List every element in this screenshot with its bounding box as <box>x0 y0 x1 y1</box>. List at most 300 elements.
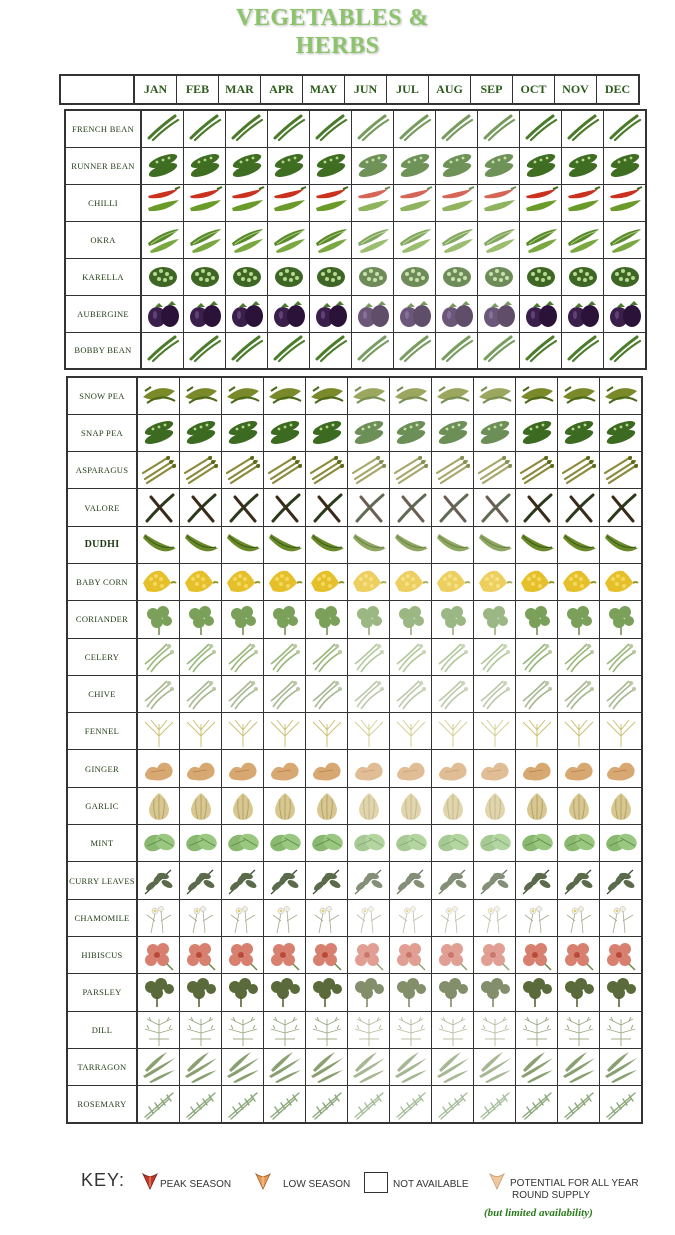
cell-mint-nov <box>558 825 600 862</box>
runner-bean-icon <box>271 149 307 183</box>
rosemary-icon <box>603 1087 639 1121</box>
chive-icon <box>477 677 513 711</box>
cell-parsley-oct <box>516 974 558 1011</box>
cell-fennel-sep <box>474 713 516 750</box>
valore-icon <box>141 491 177 525</box>
cell-curry-leaves-nov <box>558 862 600 899</box>
cell-dill-feb <box>180 1011 222 1048</box>
karella-icon <box>607 260 643 294</box>
baby-corn-icon <box>309 565 345 599</box>
cell-okra-mar <box>226 221 268 258</box>
bobby-bean-icon <box>481 333 517 367</box>
cell-snow-pea-jan <box>137 377 180 414</box>
french-bean-icon <box>607 112 643 146</box>
cell-celery-jun <box>348 638 390 675</box>
row-label-aubergine: AUBERGINE <box>65 295 141 332</box>
coriander-icon <box>519 602 555 636</box>
cell-runner-bean-aug <box>436 147 478 184</box>
row-label-mint: MINT <box>67 825 137 862</box>
grid-row-bobby-bean <box>65 332 646 369</box>
ginger-icon <box>225 752 261 786</box>
cell-okra-feb <box>184 221 226 258</box>
cell-baby-corn-nov <box>558 563 600 600</box>
fennel-icon <box>435 714 471 748</box>
french-bean-icon <box>145 112 181 146</box>
mint-icon <box>603 826 639 860</box>
potential-supply-icon <box>487 1171 507 1196</box>
hibiscus-icon <box>309 938 345 972</box>
cell-parsley-jun <box>348 974 390 1011</box>
parsley-icon <box>141 975 177 1009</box>
french-bean-icon <box>565 112 601 146</box>
snow-pea-icon <box>561 379 597 413</box>
hibiscus-icon <box>393 938 429 972</box>
asparagus-icon <box>351 453 387 487</box>
cell-tarragon-nov <box>558 1048 600 1085</box>
cell-french-bean-aug <box>436 110 478 147</box>
valore-icon <box>519 491 555 525</box>
chamomile-icon <box>477 901 513 935</box>
karella-icon <box>355 260 391 294</box>
runner-bean-icon <box>355 149 391 183</box>
garlic-icon <box>561 789 597 823</box>
cell-asparagus-feb <box>180 452 222 489</box>
cell-parsley-feb <box>180 974 222 1011</box>
celery-icon <box>603 640 639 674</box>
valore-icon <box>225 491 261 525</box>
cell-garlic-dec <box>600 787 643 824</box>
cell-parsley-nov <box>558 974 600 1011</box>
garlic-icon <box>267 789 303 823</box>
snap-pea-icon <box>477 416 513 450</box>
cell-aubergine-may <box>310 295 352 332</box>
cell-celery-may <box>306 638 348 675</box>
okra-icon <box>397 223 433 257</box>
cell-garlic-feb <box>180 787 222 824</box>
fennel-icon <box>561 714 597 748</box>
cell-chive-feb <box>180 675 222 712</box>
cell-snow-pea-dec <box>600 377 643 414</box>
snow-pea-icon <box>519 379 555 413</box>
month-header-sep: SEP <box>471 75 513 104</box>
celery-icon <box>393 640 429 674</box>
grid-row-coriander <box>67 601 642 638</box>
cell-karella-jan <box>141 258 184 295</box>
cell-asparagus-aug <box>432 452 474 489</box>
tarragon-icon <box>435 1050 471 1084</box>
cell-celery-dec <box>600 638 643 675</box>
month-header-may: MAY <box>303 75 345 104</box>
cell-celery-feb <box>180 638 222 675</box>
chamomile-icon <box>561 901 597 935</box>
chive-icon <box>561 677 597 711</box>
cell-rosemary-aug <box>432 1086 474 1123</box>
karella-icon <box>439 260 475 294</box>
curry-leaves-icon <box>561 864 597 898</box>
grid-row-valore <box>67 489 642 526</box>
row-label-snap-pea: SNAP PEA <box>67 414 137 451</box>
cell-mint-jan <box>137 825 180 862</box>
cell-celery-mar <box>222 638 264 675</box>
cell-karella-dec <box>604 258 647 295</box>
potential-supply-label-2: ROUND SUPPLY <box>512 1190 591 1201</box>
hibiscus-icon <box>141 938 177 972</box>
dudhi-icon <box>561 528 597 562</box>
cell-chilli-may <box>310 184 352 221</box>
cell-asparagus-sep <box>474 452 516 489</box>
cell-karella-mar <box>226 258 268 295</box>
low-season-label: LOW SEASON <box>283 1179 351 1190</box>
karella-icon <box>187 260 223 294</box>
cell-fennel-jan <box>137 713 180 750</box>
limited-availability-note: (but limited availability) <box>484 1207 593 1219</box>
cell-ginger-feb <box>180 750 222 787</box>
grid-row-garlic <box>67 787 642 824</box>
cell-valore-sep <box>474 489 516 526</box>
cell-coriander-feb <box>180 601 222 638</box>
chilli-icon <box>229 186 265 220</box>
dudhi-icon <box>435 528 471 562</box>
cell-snow-pea-nov <box>558 377 600 414</box>
cell-karella-may <box>310 258 352 295</box>
dudhi-icon <box>477 528 513 562</box>
okra-icon <box>355 223 391 257</box>
bobby-bean-icon <box>565 333 601 367</box>
fennel-icon <box>603 714 639 748</box>
dill-icon <box>267 1013 303 1047</box>
row-label-karella: KARELLA <box>65 258 141 295</box>
cell-dill-mar <box>222 1011 264 1048</box>
row-label-celery: CELERY <box>67 638 137 675</box>
cell-chive-mar <box>222 675 264 712</box>
cell-dudhi-aug <box>432 526 474 563</box>
rosemary-icon <box>141 1087 177 1121</box>
cell-ginger-jun <box>348 750 390 787</box>
cell-valore-jun <box>348 489 390 526</box>
cell-chive-nov <box>558 675 600 712</box>
french-bean-icon <box>523 112 559 146</box>
cell-ginger-oct <box>516 750 558 787</box>
celery-icon <box>225 640 261 674</box>
grid-row-fennel <box>67 713 642 750</box>
cell-baby-corn-dec <box>600 563 643 600</box>
snap-pea-icon <box>225 416 261 450</box>
cell-mint-may <box>306 825 348 862</box>
coriander-icon <box>603 602 639 636</box>
cell-snap-pea-apr <box>264 414 306 451</box>
cell-dill-dec <box>600 1011 643 1048</box>
aubergine-icon <box>523 297 559 331</box>
chamomile-icon <box>309 901 345 935</box>
cell-curry-leaves-may <box>306 862 348 899</box>
cell-valore-feb <box>180 489 222 526</box>
cell-runner-bean-dec <box>604 147 647 184</box>
dudhi-icon <box>225 528 261 562</box>
parsley-icon <box>561 975 597 1009</box>
karella-icon <box>565 260 601 294</box>
cell-curry-leaves-oct <box>516 862 558 899</box>
dudhi-icon <box>393 528 429 562</box>
cell-rosemary-apr <box>264 1086 306 1123</box>
cell-snap-pea-nov <box>558 414 600 451</box>
cell-chilli-nov <box>562 184 604 221</box>
aubergine-icon <box>355 297 391 331</box>
snow-pea-icon <box>309 379 345 413</box>
cell-garlic-apr <box>264 787 306 824</box>
tarragon-icon <box>267 1050 303 1084</box>
celery-icon <box>183 640 219 674</box>
row-label-dill: DILL <box>67 1011 137 1048</box>
cell-hibiscus-may <box>306 936 348 973</box>
cell-chilli-feb <box>184 184 226 221</box>
cell-runner-bean-sep <box>478 147 520 184</box>
cell-dudhi-jun <box>348 526 390 563</box>
row-label-runner-bean: RUNNER BEAN <box>65 147 141 184</box>
runner-bean-icon <box>439 149 475 183</box>
chive-icon <box>309 677 345 711</box>
runner-bean-icon <box>607 149 643 183</box>
rosemary-icon <box>267 1087 303 1121</box>
tarragon-icon <box>141 1050 177 1084</box>
cell-curry-leaves-dec <box>600 862 643 899</box>
curry-leaves-icon <box>393 864 429 898</box>
not-available-label: NOT AVAILABLE <box>393 1179 469 1190</box>
chive-icon <box>603 677 639 711</box>
cell-chilli-mar <box>226 184 268 221</box>
month-header-feb: FEB <box>177 75 219 104</box>
rosemary-icon <box>561 1087 597 1121</box>
grid-row-dudhi <box>67 526 642 563</box>
dudhi-icon <box>267 528 303 562</box>
french-bean-icon <box>313 112 349 146</box>
cell-parsley-aug <box>432 974 474 1011</box>
cell-coriander-oct <box>516 601 558 638</box>
garlic-icon <box>477 789 513 823</box>
grid-row-celery <box>67 638 642 675</box>
cell-baby-corn-apr <box>264 563 306 600</box>
ginger-icon <box>519 752 555 786</box>
bobby-bean-icon <box>523 333 559 367</box>
garlic-icon <box>141 789 177 823</box>
cell-aubergine-feb <box>184 295 226 332</box>
row-label-parsley: PARSLEY <box>67 974 137 1011</box>
parsley-icon <box>519 975 555 1009</box>
cell-french-bean-nov <box>562 110 604 147</box>
fennel-icon <box>225 714 261 748</box>
cell-asparagus-apr <box>264 452 306 489</box>
cell-mint-sep <box>474 825 516 862</box>
month-header-jun: JUN <box>345 75 387 104</box>
cell-curry-leaves-aug <box>432 862 474 899</box>
cell-french-bean-jan <box>141 110 184 147</box>
dill-icon <box>519 1013 555 1047</box>
cell-parsley-jan <box>137 974 180 1011</box>
cell-chive-jun <box>348 675 390 712</box>
row-label-snow-pea: SNOW PEA <box>67 377 137 414</box>
cell-chive-aug <box>432 675 474 712</box>
tarragon-icon <box>561 1050 597 1084</box>
cell-aubergine-jan <box>141 295 184 332</box>
valore-icon <box>309 491 345 525</box>
row-label-chilli: CHILLI <box>65 184 141 221</box>
grid-row-parsley <box>67 974 642 1011</box>
runner-bean-icon <box>187 149 223 183</box>
potential-supply-label-1: POTENTIAL FOR ALL YEAR <box>510 1178 639 1189</box>
cell-snow-pea-jul <box>390 377 432 414</box>
cell-chamomile-sep <box>474 899 516 936</box>
cell-okra-nov <box>562 221 604 258</box>
cell-runner-bean-apr <box>268 147 310 184</box>
cell-celery-jul <box>390 638 432 675</box>
aubergine-icon <box>565 297 601 331</box>
asparagus-icon <box>477 453 513 487</box>
cell-curry-leaves-mar <box>222 862 264 899</box>
row-label-baby-corn: BABY CORN <box>67 563 137 600</box>
french-bean-icon <box>481 112 517 146</box>
row-label-ginger: GINGER <box>67 750 137 787</box>
hibiscus-icon <box>225 938 261 972</box>
cell-valore-jan <box>137 489 180 526</box>
celery-icon <box>435 640 471 674</box>
row-label-dudhi: DUDHI <box>67 526 137 563</box>
aubergine-icon <box>145 297 181 331</box>
cell-fennel-aug <box>432 713 474 750</box>
cell-okra-oct <box>520 221 562 258</box>
month-header-aug: AUG <box>429 75 471 104</box>
month-header-jul: JUL <box>387 75 429 104</box>
grid-row-karella <box>65 258 646 295</box>
coriander-icon <box>477 602 513 636</box>
aubergine-icon <box>313 297 349 331</box>
french-bean-icon <box>355 112 391 146</box>
cell-bobby-bean-apr <box>268 332 310 369</box>
grid-row-asparagus <box>67 452 642 489</box>
cell-aubergine-mar <box>226 295 268 332</box>
cell-karella-jun <box>352 258 394 295</box>
cell-karella-oct <box>520 258 562 295</box>
cell-mint-dec <box>600 825 643 862</box>
snow-pea-icon <box>267 379 303 413</box>
garlic-icon <box>309 789 345 823</box>
cell-french-bean-sep <box>478 110 520 147</box>
karella-icon <box>313 260 349 294</box>
cell-chamomile-mar <box>222 899 264 936</box>
grid-row-okra <box>65 221 646 258</box>
rosemary-icon <box>435 1087 471 1121</box>
tarragon-icon <box>309 1050 345 1084</box>
hibiscus-icon <box>561 938 597 972</box>
celery-icon <box>561 640 597 674</box>
dudhi-icon <box>351 528 387 562</box>
valore-icon <box>477 491 513 525</box>
cell-karella-jul <box>394 258 436 295</box>
french-bean-icon <box>439 112 475 146</box>
baby-corn-icon <box>141 565 177 599</box>
coriander-icon <box>393 602 429 636</box>
cell-tarragon-mar <box>222 1048 264 1085</box>
row-label-bobby-bean: BOBBY BEAN <box>65 332 141 369</box>
cell-aubergine-sep <box>478 295 520 332</box>
cell-chive-sep <box>474 675 516 712</box>
cell-celery-apr <box>264 638 306 675</box>
cell-bobby-bean-jun <box>352 332 394 369</box>
cell-chamomile-aug <box>432 899 474 936</box>
cell-curry-leaves-jun <box>348 862 390 899</box>
okra-icon <box>145 223 181 257</box>
cell-okra-jun <box>352 221 394 258</box>
cell-dudhi-may <box>306 526 348 563</box>
cell-rosemary-oct <box>516 1086 558 1123</box>
chilli-icon <box>355 186 391 220</box>
rosemary-icon <box>183 1087 219 1121</box>
mint-icon <box>141 826 177 860</box>
aubergine-icon <box>187 297 223 331</box>
cell-snow-pea-feb <box>180 377 222 414</box>
cell-aubergine-dec <box>604 295 647 332</box>
garlic-icon <box>225 789 261 823</box>
cell-chive-apr <box>264 675 306 712</box>
tarragon-icon <box>603 1050 639 1084</box>
cell-chamomile-jun <box>348 899 390 936</box>
chive-icon <box>225 677 261 711</box>
cell-chamomile-dec <box>600 899 643 936</box>
coriander-icon <box>351 602 387 636</box>
cell-tarragon-apr <box>264 1048 306 1085</box>
cell-baby-corn-oct <box>516 563 558 600</box>
cell-hibiscus-jul <box>390 936 432 973</box>
fennel-icon <box>141 714 177 748</box>
cell-chamomile-nov <box>558 899 600 936</box>
cell-mint-aug <box>432 825 474 862</box>
parsley-icon <box>225 975 261 1009</box>
cell-dill-sep <box>474 1011 516 1048</box>
cell-chamomile-apr <box>264 899 306 936</box>
asparagus-icon <box>267 453 303 487</box>
parsley-icon <box>309 975 345 1009</box>
cell-okra-jul <box>394 221 436 258</box>
fennel-icon <box>351 714 387 748</box>
fennel-icon <box>267 714 303 748</box>
snap-pea-icon <box>435 416 471 450</box>
cell-coriander-nov <box>558 601 600 638</box>
cell-dudhi-nov <box>558 526 600 563</box>
cell-snow-pea-oct <box>516 377 558 414</box>
curry-leaves-icon <box>435 864 471 898</box>
chilli-icon <box>439 186 475 220</box>
cell-dudhi-sep <box>474 526 516 563</box>
baby-corn-icon <box>435 565 471 599</box>
snap-pea-icon <box>141 416 177 450</box>
mint-icon <box>267 826 303 860</box>
cell-dill-aug <box>432 1011 474 1048</box>
karella-icon <box>145 260 181 294</box>
cell-french-bean-apr <box>268 110 310 147</box>
asparagus-icon <box>225 453 261 487</box>
cell-coriander-sep <box>474 601 516 638</box>
mint-icon <box>183 826 219 860</box>
cell-dudhi-mar <box>222 526 264 563</box>
cell-snap-pea-mar <box>222 414 264 451</box>
okra-icon <box>439 223 475 257</box>
runner-bean-icon <box>565 149 601 183</box>
cell-coriander-may <box>306 601 348 638</box>
month-header-nov: NOV <box>555 75 597 104</box>
bobby-bean-icon <box>271 333 307 367</box>
coriander-icon <box>183 602 219 636</box>
asparagus-icon <box>435 453 471 487</box>
chamomile-icon <box>435 901 471 935</box>
cell-celery-sep <box>474 638 516 675</box>
